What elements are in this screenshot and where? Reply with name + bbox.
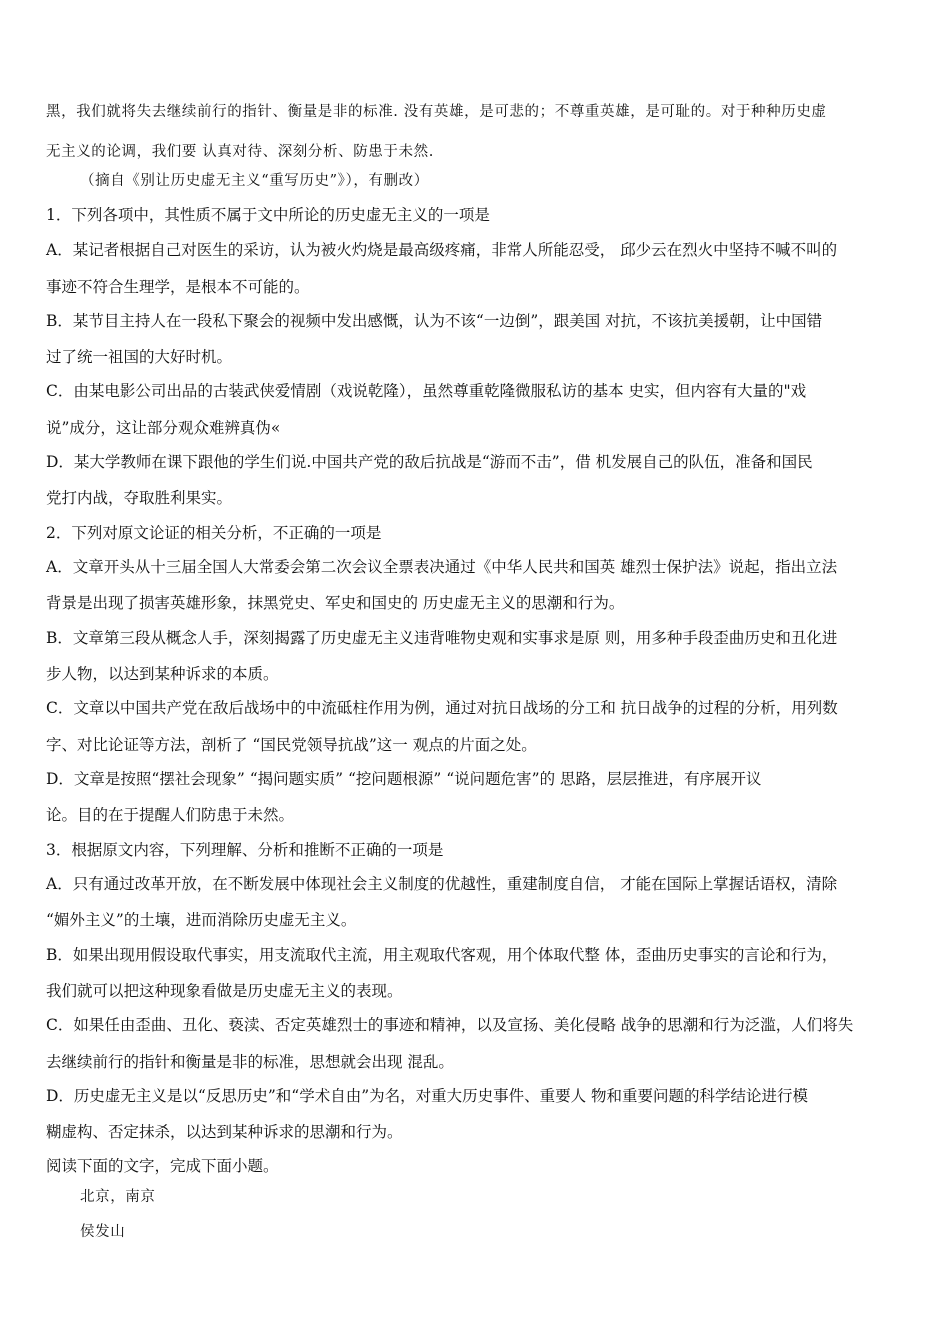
q2-option-a-cont: 背景是出现了损害英雄形象，抹黑党史、军史和国史的 历史虚无主义的思潮和行为。 <box>46 594 625 612</box>
question-1-stem: 1．下列各项中，其性质不属于文中所论的历史虚无主义的一项是 <box>46 206 490 224</box>
q2-option-d-cont: 论。目的在于提醒人们防患于未然。 <box>46 806 295 824</box>
q3-option-c-cont: 去继续前行的指针和衡量是非的标准，思想就会出现 混乱。 <box>46 1053 454 1071</box>
q2-option-a: A．文章开头从十三届全国人大常委会第二次会议全票表决通过《中华人民共和国英 雄烈士保护法》说起，指出立法 <box>46 558 838 576</box>
passage-tail-line-1: 黑，我们就将失去继续前行的指针、衡量是非的标准. 没有英雄，是可悲的；不尊重英雄，是可耻的。对于种种历史虚 <box>46 104 827 120</box>
story-title: 北京，南京 <box>80 1189 156 1205</box>
passage-tail-line-2: 无主义的论调，我们要 认真对待、深刻分析、防患于未然. <box>46 144 434 160</box>
q1-option-d: D．某大学教师在课下跟他的学生们说.中国共产党的敌后抗战是“游而不击”，借 机发展自己的队伍，准备和国民 <box>46 453 813 471</box>
q1-option-b-cont: 过了统一祖国的大好时机。 <box>46 348 233 366</box>
passage-source: （摘自《别让历史虚无主义“重写历史”》），有删改） <box>80 173 429 189</box>
q1-option-d-cont: 党打内战，夺取胜利果实。 <box>46 489 233 507</box>
q2-option-b-cont: 步人物，以达到某种诉求的本质。 <box>46 665 279 683</box>
question-3-stem: 3．根据原文内容，下列理解、分析和推断不正确的一项是 <box>46 841 444 859</box>
q3-option-d-cont: 糊虚构、否定抹杀，以达到某种诉求的思潮和行为。 <box>46 1123 403 1141</box>
q1-option-c: C．由某电影公司出品的古装武侠爱情剧（戏说乾隆），虽然尊重乾隆微服私访的基本 史实，但内容有大量的"戏 <box>46 382 807 400</box>
question-2-stem: 2．下列对原文论证的相关分析，不正确的一项是 <box>46 524 382 542</box>
q1-option-c-cont: 说”成分，这让部分观众难辨真伪« <box>46 419 281 437</box>
q2-option-c: C．文章以中国共产党在敌后战场中的中流砥柱作用为例，通过对抗日战场的分工和 抗日战争的过程的分析，用列数 <box>46 699 838 717</box>
q1-option-a: A．某记者根据自己对医生的采访，认为被火灼烧是最高级疼痛，非常人所能忍受， 邱少云在烈火中坚持不喊不叫的 <box>46 241 838 259</box>
q1-option-b: B．某节目主持人在一段私下聚会的视频中发出感慨，认为不该“一边倒”，跟美国 对抗，不该抗美援朝，让中国错 <box>46 312 823 330</box>
q3-option-b-cont: 我们就可以把这种现象看做是历史虚无主义的表现。 <box>46 982 403 1000</box>
q3-option-d: D．历史虚无主义是以“反思历史”和“学术自由”为名，对重大历史事件、重要人 物和重要问题的科学结论进行模 <box>46 1087 809 1105</box>
q3-option-a-cont: “媚外主义”的土壤，进而消除历史虚无主义。 <box>46 911 357 929</box>
q3-option-c: C．如果任由歪曲、丑化、亵渎、否定英雄烈士的事迹和精神，以及宣扬、美化侵略 战争的思潮和行为泛滥，人们将失 <box>46 1016 854 1034</box>
q2-option-d: D．文章是按照“摆社会现象” “揭问题实质” “挖问题根源” “说问题危害”的 思路，层层推进，有序展开议 <box>46 770 762 788</box>
reading-instruction: 阅读下面的文字，完成下面小题。 <box>46 1157 279 1175</box>
story-author: 侯发山 <box>80 1224 126 1240</box>
q3-option-b: B．如果出现用假设取代事实，用支流取代主流，用主观取代客观，用个体取代整 体，歪曲历史事实的言论和行为， <box>46 946 838 964</box>
q3-option-a: A．只有通过改革开放，在不断发展中体现社会主义制度的优越性，重建制度自信， 才能在国际上掌握话语权，清除 <box>46 875 838 893</box>
q1-option-a-cont: 事迹不符合生理学，是根本不可能的。 <box>46 278 310 296</box>
q2-option-b: B．文章第三段从概念人手，深刻揭露了历史虚无主义违背唯物史观和实事求是原 则，用多种手段歪曲历史和丑化进 <box>46 629 838 647</box>
q2-option-c-cont: 字、对比论证等方法，剖析了 “国民党领导抗战”这一 观点的片面之处。 <box>46 736 537 754</box>
